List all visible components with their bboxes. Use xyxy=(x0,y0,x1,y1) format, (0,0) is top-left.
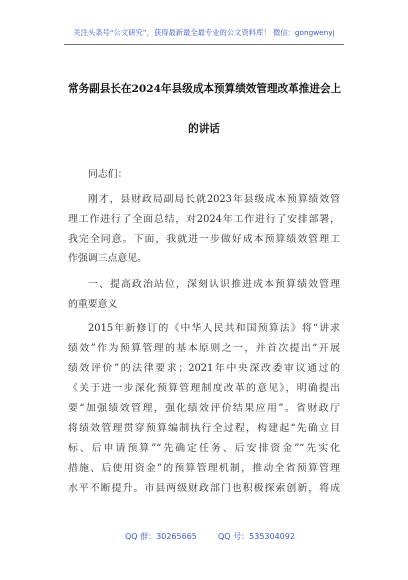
qq-number-label: QQ 号：535304092 xyxy=(218,532,295,541)
body-line: 我完全同意。下面，我就进一步做好成本预算绩效管理工 xyxy=(68,234,340,245)
header-divider xyxy=(64,44,344,45)
body-line: 将绩效管理贯穿预算编制执行全过程，构建起“先确立目 xyxy=(68,423,340,434)
section-heading-line: 的重要意义 xyxy=(68,299,118,310)
body-line: 标、后申请预算”“先确定任务、后安排资金”“先实化 xyxy=(68,443,340,454)
section-heading-line: 一、提高政治站位，深刻认识推进成本预算绩效管理 xyxy=(88,279,340,290)
document-title-line-1: 常务副县长在2024年县级成本预算绩效管理改革推进会上 xyxy=(68,83,342,95)
body-line: 水平不断提升。市县两级财政部门也积极探索创新，将成 xyxy=(68,483,340,494)
body-line: 理工作进行了全面总结，对2024年工作进行了安排部署， xyxy=(68,214,340,225)
body-line: 措施、后使用资金”的预算管理机制，推动全省预算管理 xyxy=(68,463,340,474)
body-line: 要“加强绩效管理，强化绩效评价结果应用”。省财政厅 xyxy=(68,403,340,414)
body-line: 刚才，县财政局副局长就2023年县级成本预算绩效管 xyxy=(88,194,340,205)
qq-group-label: QQ 群：30265665 xyxy=(125,532,197,541)
footer-contact xyxy=(0,529,408,543)
body-line: 作强调三点意见。 xyxy=(68,253,148,264)
body-line: 绩效”作为预算管理的基本原则之一，并首次提出“开展 xyxy=(68,343,340,354)
body-line: 绩效评价”的法律要求；2021年中央深改委审议通过的 xyxy=(68,363,340,374)
header-banner: 关注头条号“公文研究”，获得最新最全最专业的公文资料库！ 微信：gongwenyj xyxy=(73,28,335,37)
body-line: 2015年新修订的《中华人民共和国预算法》将“讲求 xyxy=(88,323,340,334)
salutation: 同志们： xyxy=(88,169,128,180)
document-title-line-2: 的讲话 xyxy=(188,123,220,135)
body-line: 《关于进一步深化预算管理制度改革的意见》，明确提出 xyxy=(68,383,340,394)
